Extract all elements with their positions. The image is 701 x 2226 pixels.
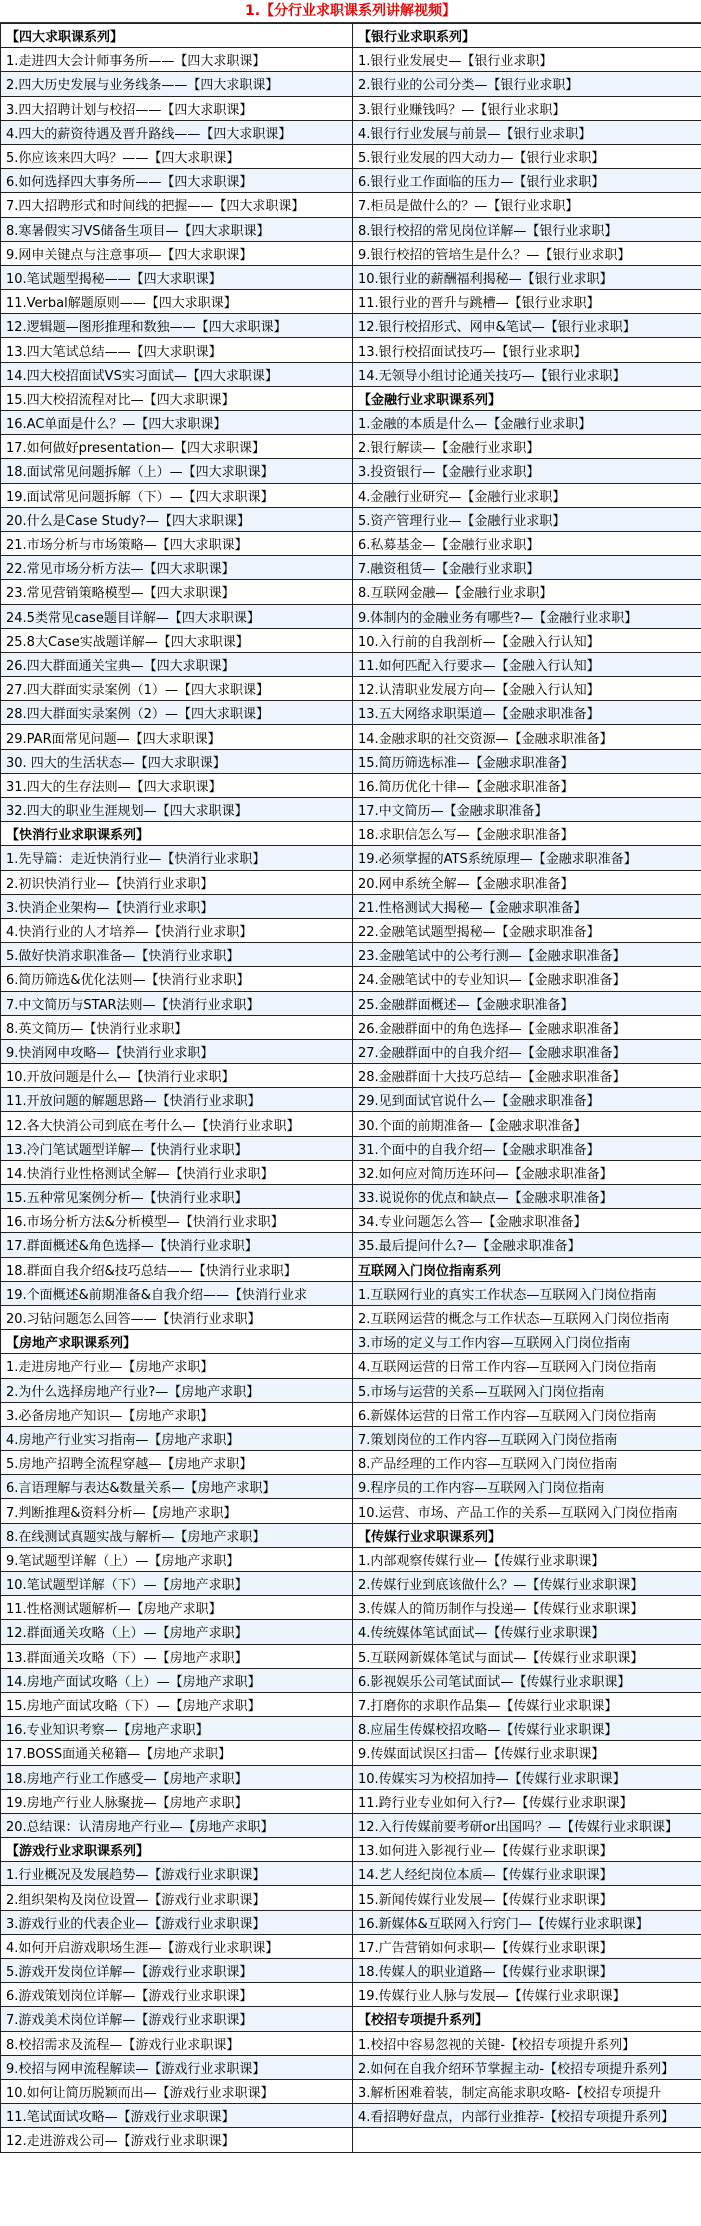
table-row — [1, 2079, 701, 2103]
right-course-item: 3.投资银行—【金融行业求职】 — [353, 459, 701, 483]
left-course-item: 7.四大招聘形式和时间线的把握——【四大求职课】 — [1, 193, 353, 217]
right-course-item: 10.运营、市场、产品工作的关系—互联网入门岗位指南 — [353, 1499, 701, 1523]
left-course-item: 14.房地产面试攻略（上）—【房地产求职】 — [1, 1668, 353, 1692]
table-row — [1, 1088, 701, 1112]
left-course-item: 10.笔试题型详解（下）—【房地产求职】 — [1, 1572, 353, 1596]
left-course-item: 12.各大快消公司到底在考什么—【快消行业求职】 — [1, 1112, 353, 1136]
left-course-item: 17.BOSS面通关秘籍—【房地产求职】 — [1, 1741, 353, 1765]
right-course-item: 17.中文简历—【金融求职准备】 — [353, 798, 701, 822]
table-row — [1, 1789, 701, 1813]
table-row — [1, 1185, 701, 1209]
table-row — [1, 628, 701, 652]
left-course-item: 3.游戏行业的代表企业—【游戏行业求职课】 — [1, 1910, 353, 1934]
left-course-item: 20.总结课：认清房地产行业—【房地产求职】 — [1, 1813, 353, 1837]
left-course-item: 15.四大校招流程对比—【四大求职课】 — [1, 386, 353, 410]
left-course-item: 24.5类常见case题目详解—【四大求职课】 — [1, 604, 353, 628]
left-course-item: 6.如何选择四大事务所——【四大求职课】 — [1, 169, 353, 193]
left-course-item: 28.四大群面实录案例（2）—【四大求职课】 — [1, 701, 353, 725]
table-row — [1, 48, 701, 72]
right-course-item: 28.金融群面十大技巧总结—【金融求职准备】 — [353, 1064, 701, 1088]
table-row — [1, 701, 701, 725]
left-course-item: 11.笔试面试攻略—【游戏行业求职课】 — [1, 2104, 353, 2128]
left-course-item: 31.四大的生存法则—【四大求职课】 — [1, 773, 353, 797]
left-course-item: 20.习钻问题怎么回答——【快消行业求职】 — [1, 1305, 353, 1329]
left-course-item: 9.快消网申攻略—【快消行业求职】 — [1, 1039, 353, 1063]
right-course-item: 1.校招中容易忽视的关键-【校招专项提升系列】 — [353, 2031, 701, 2055]
right-course-item: 16.新媒体&互联网入行窍门—【传媒行业求职课】 — [353, 1910, 701, 1934]
left-course-item: 12.走进游戏公司—【游戏行业求职课】 — [1, 2128, 353, 2152]
right-course-item: 8.互联网金融—【金融行业求职】 — [353, 580, 701, 604]
left-course-item: 2.组织架构及岗位设置—【游戏行业求职课】 — [1, 1886, 353, 1910]
right-course-item: 14.艺人经纪岗位本质—【传媒行业求职课】 — [353, 1862, 701, 1886]
table-row — [1, 362, 701, 386]
right-course-item: 10.入行前的自我剖析—【金融入行认知】 — [353, 628, 701, 652]
right-course-item: 19.传媒行业人脉与发展—【传媒行业求职课】 — [353, 1983, 701, 2007]
left-course-item: 18.房地产行业工作感受—【房地产求职】 — [1, 1765, 353, 1789]
table-row — [1, 1305, 701, 1329]
table-row — [1, 1064, 701, 1088]
left-course-item: 10.笔试题型揭秘——【四大求职课】 — [1, 265, 353, 289]
left-course-item: 3.快消企业架构—【快消行业求职】 — [1, 894, 353, 918]
left-course-item: 8.英文简历—【快消行业求职】 — [1, 1015, 353, 1039]
right-course-item: 15.简历筛选标准—【金融求职准备】 — [353, 749, 701, 773]
left-course-item: 5.房地产招聘全流程穿越—【房地产求职】 — [1, 1451, 353, 1475]
right-section-header: 【传媒行业求职课系列】 — [353, 1523, 701, 1547]
table-row — [1, 265, 701, 289]
left-course-item: 12.群面通关攻略（上）—【房地产求职】 — [1, 1620, 353, 1644]
right-course-item: 14.无领导小组讨论通关技巧—【银行业求职】 — [353, 362, 701, 386]
table-row — [1, 1015, 701, 1039]
right-course-item: 16.简历优化十律—【金融求职准备】 — [353, 773, 701, 797]
right-course-item: 12.认清职业发展方向—【金融入行认知】 — [353, 677, 701, 701]
table-row — [1, 1668, 701, 1692]
right-course-item: 2.银行解读—【金融行业求职】 — [353, 435, 701, 459]
table-row — [1, 1039, 701, 1063]
table-row — [1, 967, 701, 991]
right-course-item: 24.金融笔试中的专业知识—【金融求职准备】 — [353, 967, 701, 991]
right-course-item: 8.产品经理的工作内容—互联网入门岗位指南 — [353, 1451, 701, 1475]
left-course-item: 9.网申关键点与注意事项—【四大求职课】 — [1, 241, 353, 265]
right-section-header: 【校招专项提升系列】 — [353, 2007, 701, 2031]
left-course-item: 6.言语理解与表达&数量关系—【房地产求职】 — [1, 1475, 353, 1499]
right-course-item: 4.传统媒体笔试面试—【传媒行业求职课】 — [353, 1620, 701, 1644]
right-course-item: 11.如何匹配入行要求—【金融入行认知】 — [353, 652, 701, 676]
table-row — [1, 435, 701, 459]
left-course-item: 22.常见市场分析方法—【四大求职课】 — [1, 556, 353, 580]
right-course-item: 10.银行业的薪酬福利揭秘—【银行业求职】 — [353, 265, 701, 289]
left-course-item: 2.为什么选择房地产行业?—【房地产求职】 — [1, 1378, 353, 1402]
table-row — [1, 1475, 701, 1499]
left-course-item: 14.四大校招面试VS实习面试—【四大求职课】 — [1, 362, 353, 386]
right-course-item: 9.银行校招的管培生是什么？—【银行业求职】 — [353, 241, 701, 265]
left-course-item: 18.面试常见问题拆解（上）—【四大求职课】 — [1, 459, 353, 483]
right-course-item: 12.入行传媒前要考研or出国吗？—【传媒行业求职课】 — [353, 1813, 701, 1837]
right-course-item: 4.看招聘好盘点，内部行业推荐-【校招专项提升系列】 — [353, 2104, 701, 2128]
left-course-item: 2.四大历史发展与业务线条——【四大求职课】 — [1, 72, 353, 96]
table-row — [1, 1886, 701, 1910]
right-course-item: 1.互联网行业的真实工作状态—互联网入门岗位指南 — [353, 1281, 701, 1305]
left-course-item: 13.群面通关攻略（下）—【房地产求职】 — [1, 1644, 353, 1668]
table-row — [1, 1620, 701, 1644]
right-course-item: 9.体制内的金融业务有哪些?—【金融行业求职】 — [353, 604, 701, 628]
left-course-item: 5.游戏开发岗位详解—【游戏行业求职课】 — [1, 1959, 353, 1983]
left-course-item: 6.简历筛选&优化法则—【快消行业求职】 — [1, 967, 353, 991]
table-row — [1, 169, 701, 193]
table-row — [1, 1523, 701, 1547]
right-course-item: 23.金融笔试中的公考行测—【金融求职准备】 — [353, 943, 701, 967]
left-course-item: 8.寒暑假实习VS储备生项目—【四大求职课】 — [1, 217, 353, 241]
left-course-item: 13.四大笔试总结——【四大求职课】 — [1, 338, 353, 362]
table-row — [1, 72, 701, 96]
table-row — [1, 1983, 701, 2007]
table-row — [1, 1644, 701, 1668]
table-row — [1, 217, 701, 241]
table-row — [1, 2055, 701, 2079]
right-course-item: 11.银行业的晋升与跳槽—【银行业求职】 — [353, 290, 701, 314]
left-course-item: 7.中文简历与STAR法则—【快消行业求职】 — [1, 991, 353, 1015]
table-row — [1, 2007, 701, 2031]
right-course-item: 3.传媒人的简历制作与投递—【传媒行业求职课】 — [353, 1596, 701, 1620]
right-course-item: 34.专业问题怎么答—【金融求职准备】 — [353, 1209, 701, 1233]
left-course-item: 4.四大的薪资待遇及晋升路线——【四大求职课】 — [1, 120, 353, 144]
table-row — [1, 120, 701, 144]
right-course-item: 4.互联网运营的日常工作内容—互联网入门岗位指南 — [353, 1354, 701, 1378]
right-course-item: 22.金融笔试题型揭秘—【金融求职准备】 — [353, 918, 701, 942]
table-row — [1, 241, 701, 265]
right-section-header: 【银行业求职系列】 — [353, 24, 701, 48]
left-course-item: 20.什么是Case Study?—【四大求职课】 — [1, 507, 353, 531]
table-row — [1, 1354, 701, 1378]
course-table-body — [1, 24, 701, 2153]
table-row — [1, 144, 701, 168]
right-empty-cell — [353, 2128, 701, 2152]
right-course-item: 11.跨行业专业如何入行?—【传媒行业求职课】 — [353, 1789, 701, 1813]
right-course-item: 5.资产管理行业—【金融行业求职】 — [353, 507, 701, 531]
right-course-item: 5.市场与运营的关系—互联网入门岗位指南 — [353, 1378, 701, 1402]
right-course-item: 3.市场的定义与工作内容—互联网入门岗位指南 — [353, 1330, 701, 1354]
right-course-item: 15.新闻传媒行业发展—【传媒行业求职课】 — [353, 1886, 701, 1910]
right-course-item: 13.如何进入影视行业—【传媒行业求职课】 — [353, 1838, 701, 1862]
table-row — [1, 290, 701, 314]
right-course-item: 1.内部观察传媒行业—【传媒行业求职课】 — [353, 1547, 701, 1571]
right-course-item: 29.见到面试官说什么—【金融求职准备】 — [353, 1088, 701, 1112]
table-row — [1, 531, 701, 555]
left-course-item: 10.如何让简历脱颖而出—【游戏行业求职课】 — [1, 2079, 353, 2103]
table-row — [1, 1862, 701, 1886]
left-course-item: 10.开放问题是什么—【快消行业求职】 — [1, 1064, 353, 1088]
right-course-item: 7.融资租赁—【金融行业求职】 — [353, 556, 701, 580]
left-course-item: 13.冷门笔试题型详解—【快消行业求职】 — [1, 1136, 353, 1160]
table-row — [1, 24, 701, 48]
table-row — [1, 193, 701, 217]
left-course-item: 19.房地产行业人脉聚拢—【房地产求职】 — [1, 1789, 353, 1813]
right-course-item: 12.银行校招形式、网申&笔试—【银行业求职】 — [353, 314, 701, 338]
right-course-item: 6.影视娱乐公司笔试面试—【传媒行业求职课】 — [353, 1668, 701, 1692]
table-row — [1, 1547, 701, 1571]
left-course-item: 19.个面概述&前期准备&自我介绍——【快消行业求 — [1, 1281, 353, 1305]
left-course-item: 11.开放问题的解题思路—【快消行业求职】 — [1, 1088, 353, 1112]
right-course-item: 31.个面中的自我介绍—【金融求职准备】 — [353, 1136, 701, 1160]
left-course-item: 1.走进四大会计师事务所——【四大求职课】 — [1, 48, 353, 72]
right-course-item: 8.应届生传媒校招攻略—【传媒行业求职课】 — [353, 1717, 701, 1741]
right-course-item: 4.银行行业发展与前景—【银行业求职】 — [353, 120, 701, 144]
left-course-item: 12.逻辑题—图形推理和数独——【四大求职课】 — [1, 314, 353, 338]
left-course-item: 19.面试常见问题拆解（下）—【四大求职课】 — [1, 483, 353, 507]
right-course-item: 2.如何在自我介绍环节掌握主动-【校招专项提升系列】 — [353, 2055, 701, 2079]
left-course-item: 32.四大的职业生涯规划—【四大求职课】 — [1, 798, 353, 822]
left-course-item: 11.Verbal解题原则——【四大求职课】 — [1, 290, 353, 314]
right-course-item: 17.广告营销如何求职—【传媒行业求职课】 — [353, 1934, 701, 1958]
right-course-item: 4.金融行业研究—【金融行业求职】 — [353, 483, 701, 507]
right-course-item: 10.传媒实习为校招加持—【传媒行业求职课】 — [353, 1765, 701, 1789]
left-course-item: 7.判断推理&资料分析—【房地产求职】 — [1, 1499, 353, 1523]
table-row — [1, 1451, 701, 1475]
right-course-item: 13.银行校招面试技巧—【银行业求职】 — [353, 338, 701, 362]
right-course-item: 9.程序员的工作内容—互联网入门岗位指南 — [353, 1475, 701, 1499]
table-row — [1, 483, 701, 507]
left-course-item: 17.如何做好presentation—【四大求职课】 — [1, 435, 353, 459]
left-course-item: 1.先导篇：走近快消行业—【快消行业求职】 — [1, 846, 353, 870]
left-section-header: 【快消行业求职课系列】 — [1, 822, 353, 846]
left-course-item: 27.四大群面实录案例（1）—【四大求职课】 — [1, 677, 353, 701]
right-course-item: 14.金融求职的社交资源—【金融求职准备】 — [353, 725, 701, 749]
table-row — [1, 1330, 701, 1354]
left-course-item: 23.常见营销策略模型—【四大求职课】 — [1, 580, 353, 604]
table-row — [1, 894, 701, 918]
table-row — [1, 1402, 701, 1426]
table-row — [1, 1257, 701, 1281]
table-row — [1, 1838, 701, 1862]
left-section-header: 【房地产求职课系列】 — [1, 1330, 353, 1354]
page-title: 1.【分行业求职课系列讲解视频】 — [0, 0, 701, 23]
right-course-item: 3.解析困难着装，制定高能求职攻略-【校招专项提升 — [353, 2079, 701, 2103]
table-row — [1, 1910, 701, 1934]
left-course-item: 4.快消行业的人才培养—【快消行业求职】 — [1, 918, 353, 942]
table-row — [1, 556, 701, 580]
table-row — [1, 1112, 701, 1136]
right-course-item: 18.求职信怎么写—【金融求职准备】 — [353, 822, 701, 846]
left-section-header: 【四大求职课系列】 — [1, 24, 353, 48]
left-course-item: 5.做好快消求职准备—【快消行业求职】 — [1, 943, 353, 967]
right-course-item: 32.如何应对简历连环问—【金融求职准备】 — [353, 1160, 701, 1184]
left-course-item: 4.如何开启游戏职场生涯—【游戏行业求职课】 — [1, 1934, 353, 1958]
table-row — [1, 798, 701, 822]
left-course-item: 17.群面概述&角色选择—【快消行业求职】 — [1, 1233, 353, 1257]
right-course-item: 6.私募基金—【金融行业求职】 — [353, 531, 701, 555]
left-course-item: 5.你应该来四大吗？——【四大求职课】 — [1, 144, 353, 168]
right-course-item: 6.银行业工作面临的压力—【银行业求职】 — [353, 169, 701, 193]
left-course-item: 15.五种常见案例分析—【快消行业求职】 — [1, 1185, 353, 1209]
left-course-item: 8.校招需求及流程—【游戏行业求职课】 — [1, 2031, 353, 2055]
left-course-item: 21.市场分析与市场策略—【四大求职课】 — [1, 531, 353, 555]
table-row — [1, 2104, 701, 2128]
table-row — [1, 1426, 701, 1450]
left-course-item: 18.群面自我介绍&技巧总结——【快消行业求职】 — [1, 1257, 353, 1281]
table-row — [1, 870, 701, 894]
table-row — [1, 1378, 701, 1402]
table-row — [1, 96, 701, 120]
table-row — [1, 2031, 701, 2055]
table-row — [1, 846, 701, 870]
right-course-item: 19.必须掌握的ATS系统原理—【金融求职准备】 — [353, 846, 701, 870]
left-course-item: 16.市场分析方法&分析模型—【快消行业求职】 — [1, 1209, 353, 1233]
right-course-item: 33.说说你的优点和缺点—【金融求职准备】 — [353, 1185, 701, 1209]
course-table — [0, 23, 701, 2153]
right-course-item: 30.个面的前期准备—【金融求职准备】 — [353, 1112, 701, 1136]
right-course-item: 6.新媒体运营的日常工作内容—互联网入门岗位指南 — [353, 1402, 701, 1426]
left-course-item: 26.四大群面通关宝典—【四大求职课】 — [1, 652, 353, 676]
left-course-item: 8.在线测试真题实战与解析—【房地产求职】 — [1, 1523, 353, 1547]
table-row — [1, 918, 701, 942]
right-course-item: 2.银行业的公司分类—【银行业求职】 — [353, 72, 701, 96]
left-course-item: 11.性格测试题解析—【房地产求职】 — [1, 1596, 353, 1620]
left-course-item: 25.8大Case实战题详解—【四大求职课】 — [1, 628, 353, 652]
right-course-item: 5.银行业发展的四大动力—【银行业求职】 — [353, 144, 701, 168]
left-course-item: 30. 四大的生活状态—【四大求职课】 — [1, 749, 353, 773]
table-row — [1, 822, 701, 846]
table-row — [1, 773, 701, 797]
right-course-item: 7.策划岗位的工作内容—互联网入门岗位指南 — [353, 1426, 701, 1450]
table-row — [1, 604, 701, 628]
left-course-item: 2.初识快消行业—【快消行业求职】 — [1, 870, 353, 894]
left-course-item: 3.必备房地产知识—【房地产求职】 — [1, 1402, 353, 1426]
table-row — [1, 1160, 701, 1184]
left-course-item: 9.笔试题型详解（上）—【房地产求职】 — [1, 1547, 353, 1571]
left-course-item: 9.校招与网申流程解读—【游戏行业求职课】 — [1, 2055, 353, 2079]
left-course-item: 4.房地产行业实习指南—【房地产求职】 — [1, 1426, 353, 1450]
right-course-item: 7.打磨你的求职作品集—【传媒行业求职课】 — [353, 1692, 701, 1716]
table-row — [1, 1209, 701, 1233]
table-row — [1, 725, 701, 749]
table-row — [1, 1499, 701, 1523]
table-row — [1, 677, 701, 701]
left-course-item: 29.PAR面常见问题—【四大求职课】 — [1, 725, 353, 749]
table-row — [1, 1765, 701, 1789]
table-row — [1, 2128, 701, 2152]
left-course-item: 6.游戏策划岗位详解—【游戏行业求职课】 — [1, 1983, 353, 2007]
right-course-item: 35.最后提问什么?—【金融求职准备】 — [353, 1233, 701, 1257]
right-course-item: 18.传媒人的职业道路—【传媒行业求职课】 — [353, 1959, 701, 1983]
table-row — [1, 991, 701, 1015]
table-row — [1, 1596, 701, 1620]
right-section-header: 【金融行业求职课系列】 — [353, 386, 701, 410]
right-course-item: 5.互联网新媒体笔试与面试—【传媒行业求职课】 — [353, 1644, 701, 1668]
table-row — [1, 1934, 701, 1958]
right-course-item: 20.网申系统全解—【金融求职准备】 — [353, 870, 701, 894]
table-row — [1, 1572, 701, 1596]
table-row — [1, 580, 701, 604]
right-course-item: 1.银行业发展史—【银行业求职】 — [353, 48, 701, 72]
right-course-item: 8.银行校招的常见岗位详解—【银行业求职】 — [353, 217, 701, 241]
table-row — [1, 1741, 701, 1765]
table-row — [1, 1813, 701, 1837]
left-course-item: 16.AC单面是什么？—【四大求职课】 — [1, 411, 353, 435]
right-course-item: 2.传媒行业到底该做什么？—【传媒行业求职课】 — [353, 1572, 701, 1596]
right-course-item: 26.金融群面中的角色选择—【金融求职准备】 — [353, 1015, 701, 1039]
right-course-item: 13.五大网络求职渠道—【金融求职准备】 — [353, 701, 701, 725]
table-row — [1, 386, 701, 410]
table-row — [1, 1692, 701, 1716]
left-course-item: 15.房地产面试攻略（下）—【房地产求职】 — [1, 1692, 353, 1716]
right-course-item: 3.银行业赚钱吗？—【银行业求职】 — [353, 96, 701, 120]
table-row — [1, 1959, 701, 1983]
right-course-item: 27.金融群面中的自我介绍—【金融求职准备】 — [353, 1039, 701, 1063]
right-course-item: 2.互联网运营的概念与工作状态—互联网入门岗位指南 — [353, 1305, 701, 1329]
table-row — [1, 1717, 701, 1741]
left-course-item: 14.快消行业性格测试全解—【快消行业求职】 — [1, 1160, 353, 1184]
left-course-item: 7.游戏美术岗位详解—【游戏行业求职课】 — [1, 2007, 353, 2031]
table-row — [1, 943, 701, 967]
left-course-item: 16.专业知识考察—【房地产求职】 — [1, 1717, 353, 1741]
left-course-item: 3.四大招聘计划与校招——【四大求职课】 — [1, 96, 353, 120]
table-row — [1, 411, 701, 435]
table-row — [1, 338, 701, 362]
right-course-item: 21.性格测试大揭秘—【金融求职准备】 — [353, 894, 701, 918]
right-course-item: 7.柜员是做什么的？—【银行业求职】 — [353, 193, 701, 217]
left-course-item: 1.走进房地产行业—【房地产求职】 — [1, 1354, 353, 1378]
table-row — [1, 1281, 701, 1305]
left-course-item: 1.行业概况及发展趋势—【游戏行业求职课】 — [1, 1862, 353, 1886]
table-row — [1, 1136, 701, 1160]
right-section-header: 互联网入门岗位指南系列 — [353, 1257, 701, 1281]
table-row — [1, 459, 701, 483]
left-section-header: 【游戏行业求职课系列】 — [1, 1838, 353, 1862]
table-row — [1, 507, 701, 531]
right-course-item: 1.金融的本质是什么—【金融行业求职】 — [353, 411, 701, 435]
right-course-item: 9.传媒面试误区扫雷—【传媒行业求职课】 — [353, 1741, 701, 1765]
right-course-item: 25.金融群面概述—【金融求职准备】 — [353, 991, 701, 1015]
table-row — [1, 314, 701, 338]
table-row — [1, 1233, 701, 1257]
table-row — [1, 652, 701, 676]
table-row — [1, 749, 701, 773]
